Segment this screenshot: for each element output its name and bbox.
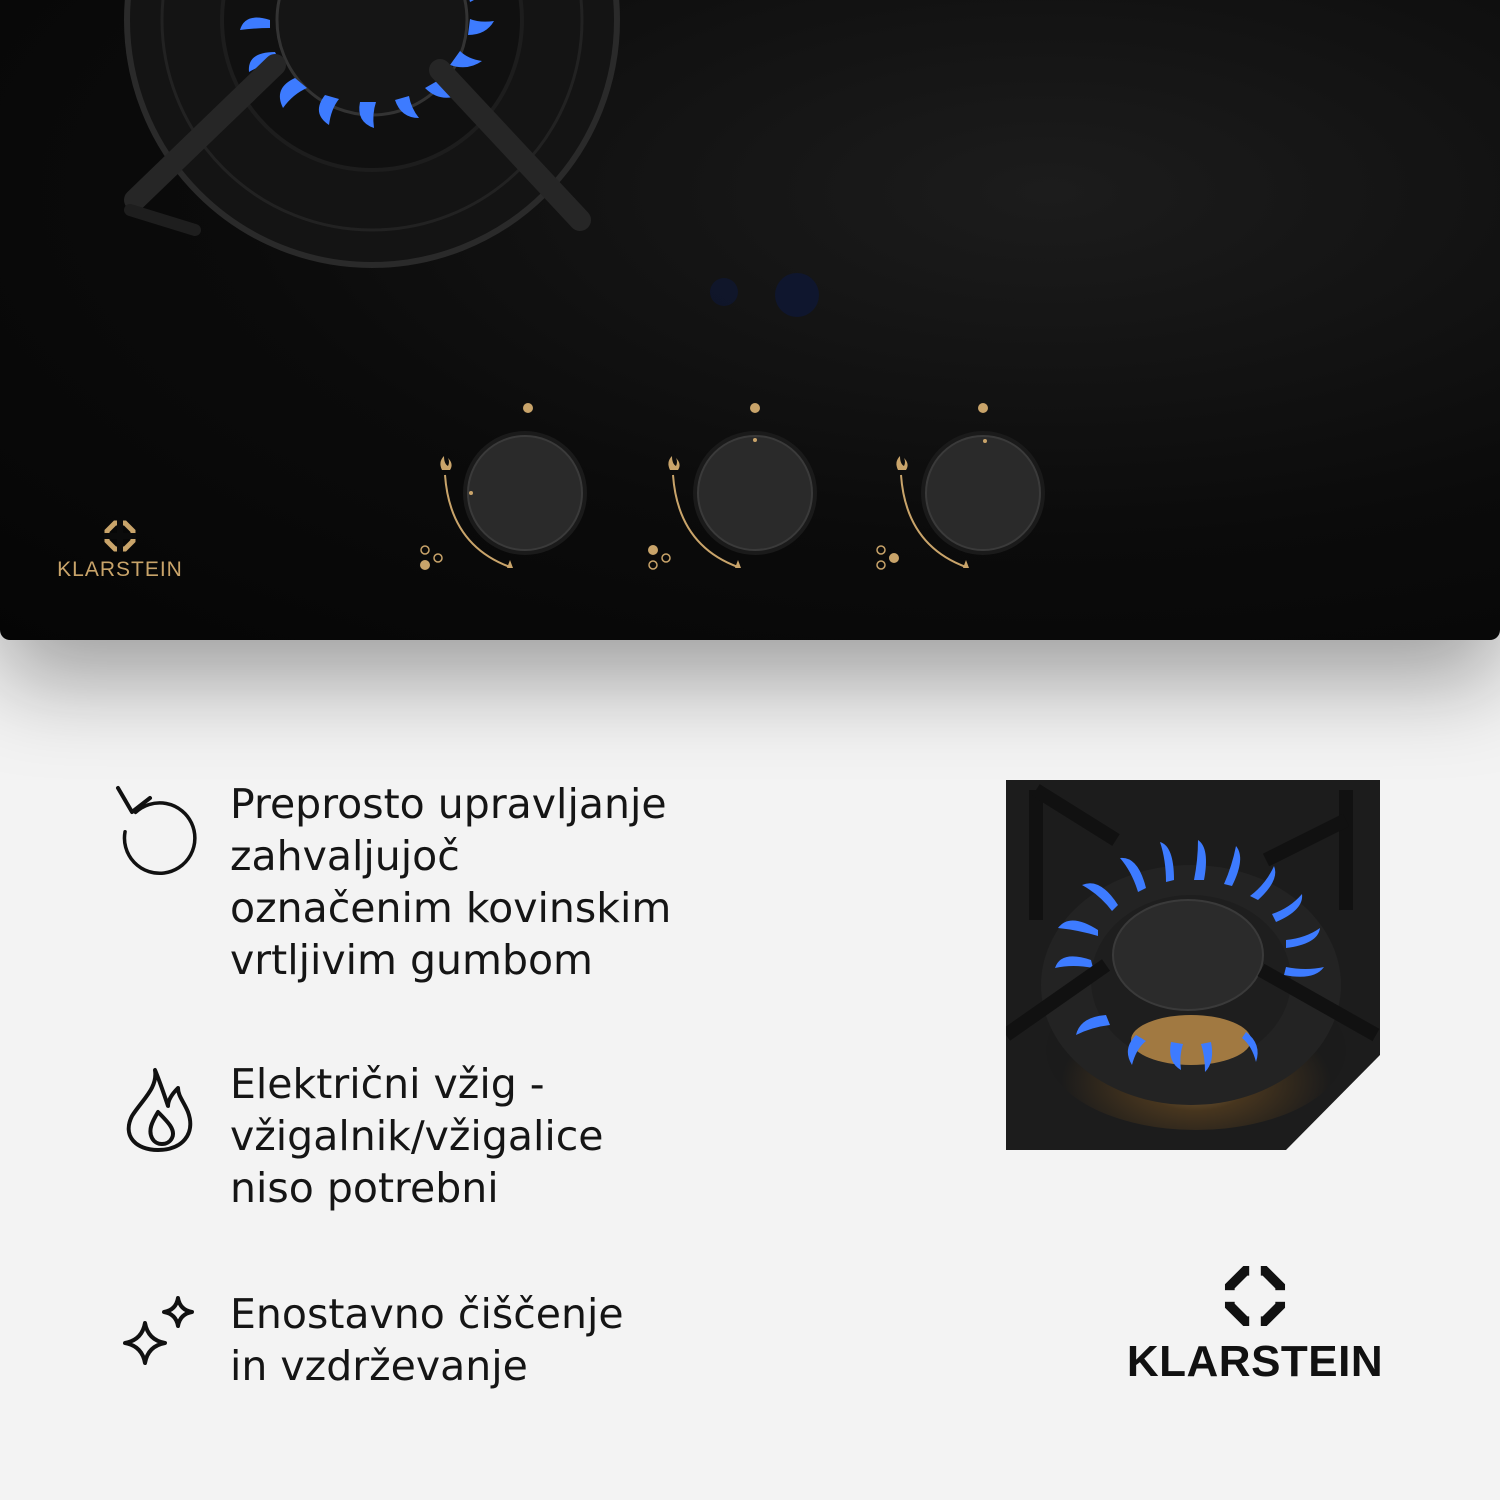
feature-text: Električni vžig - vžigalnik/vžigalice niso potrebni: [230, 1060, 604, 1212]
knob-right[interactable]: [873, 395, 1073, 585]
klarstein-logo-icon: [104, 520, 136, 552]
klarstein-logo-icon: [1224, 1265, 1286, 1327]
feature-text: Enostavno čiščenje in vzdrževanje: [230, 1290, 624, 1390]
max-flame-icon: [896, 456, 907, 470]
knob-middle[interactable]: [645, 395, 845, 585]
knob-right-group[interactable]: [873, 395, 1073, 585]
flame-icon: [110, 1058, 210, 1158]
cooktop-panel: [0, 0, 1500, 640]
top-burner: [127, 0, 617, 265]
footer-brand: [1100, 1265, 1410, 1387]
cooktop-brand-text: KLARSTEIN: [57, 558, 183, 581]
max-flame-icon: [440, 456, 451, 470]
knob-left[interactable]: [415, 395, 615, 585]
sparkle-icon: [110, 1288, 210, 1388]
feature-text: Preprosto upravljanje zahvaljujoč označenim kovinskim vrtljivim gumbom: [230, 780, 672, 984]
burner-photo: [1006, 780, 1380, 1150]
max-flame-icon: [668, 456, 679, 470]
rotate-icon: [110, 778, 210, 878]
knob-middle-group[interactable]: [645, 395, 845, 585]
footer-brand-text: KLARSTEIN: [1126, 1337, 1384, 1386]
cooktop-brand: [40, 520, 200, 582]
knob-left-group[interactable]: [415, 395, 615, 585]
